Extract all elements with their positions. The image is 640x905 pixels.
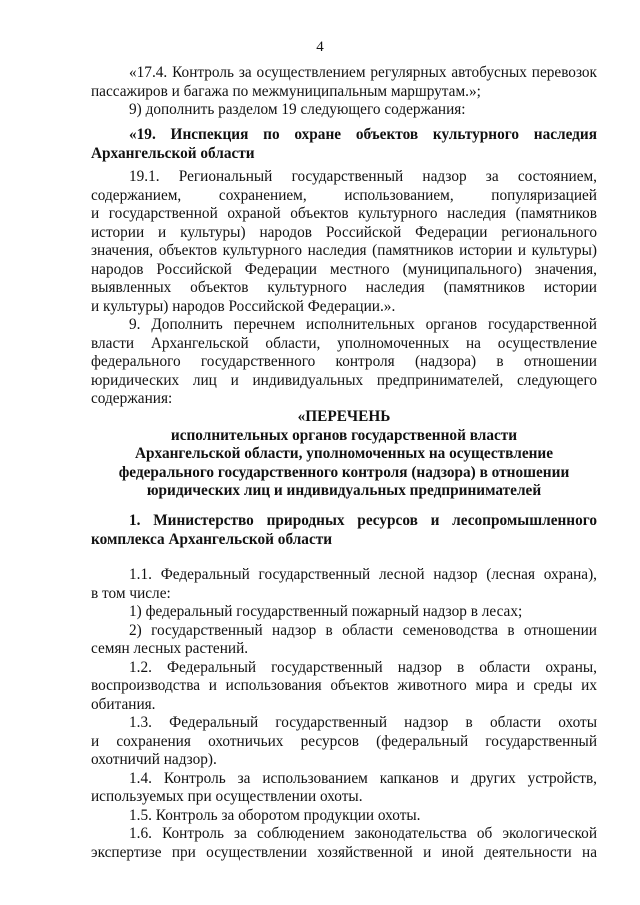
text-line: «17.4. Контроль за осуществлением регулярных автобусных перевозок <box>129 64 597 81</box>
text-line: пассажиров и багажа по межмуниципальным маршрутам.»; <box>91 82 481 100</box>
text-line: 19.1. Региональный государственный надзор за состоянием, <box>129 168 597 185</box>
text-line: охотничий надзор). <box>91 751 217 768</box>
paragraph-item-9 <box>91 101 597 120</box>
text-line: семян лесных растений. <box>91 640 249 657</box>
page-number: 4 <box>316 39 324 55</box>
paragraph-19-1 <box>91 168 597 409</box>
section-1-heading <box>91 512 597 549</box>
text-line: значения, объектов культурного наследия (памятников истории и культуры) <box>91 242 597 259</box>
heading-line: федерального государственного контроля (надзора) в отношении <box>118 463 570 481</box>
text-line: народов Российской Федерации местного (муниципального) значения, <box>91 260 597 278</box>
text-line: 1.6. Контроль за соблюдением законодательства об экологической <box>129 825 597 842</box>
text-line: федерального государственного контроля (надзора) в отношении <box>91 353 597 370</box>
heading-line: Архангельской области, уполномоченных на осуществление <box>134 445 554 462</box>
text-line: в том числе: <box>91 584 171 602</box>
text-line: и культуры) народов Российской Федерации.». <box>91 297 396 315</box>
text-line: 2) государственный надзор в области семеноводства в отношении <box>129 621 597 639</box>
text-line: воспроизводства и использования объектов животного мира и среды их <box>91 677 597 694</box>
section-19-heading <box>91 126 597 163</box>
text-line: юридических лиц и индивидуальных предпринимателей, следующего <box>91 371 597 389</box>
text-line: истории и культуры) народов Российской Федерации регионального <box>91 223 597 241</box>
text-line: 1.1. Федеральный государственный лесной надзор (лесная охрана), <box>129 566 597 583</box>
text-line: содержания: <box>91 390 173 407</box>
text-line: 1.3. Федеральный государственный надзор в области охоты <box>129 714 597 731</box>
text-line: 1. Министерство природных ресурсов и лесопромышленного <box>129 512 597 529</box>
text-line: власти Архангельской области, уполномоченных на осуществление <box>91 334 597 352</box>
text-line: содержанием, сохранением, использованием, популяризацией <box>91 186 597 204</box>
text-line: и сохранения охотничьих ресурсов (федеральный государственный <box>91 732 597 750</box>
list-heading <box>91 408 597 501</box>
text-line: экспертизе при осуществлении хозяйственной и иной деятельности на <box>91 843 597 861</box>
text-line: используемых при осуществлении охоты. <box>91 788 363 805</box>
text-line: обитания. <box>91 695 156 713</box>
text-line: выявленных объектов культурного наследия (памятников истории <box>91 279 597 296</box>
text-line: «19. Инспекция по охране объектов культурного наследия <box>129 126 597 143</box>
heading-line: «ПЕРЕЧЕНЬ <box>297 408 391 425</box>
text-line: 9) дополнить разделом 19 следующего содержания: <box>129 101 466 118</box>
text-line: 1.5. Контроль за оборотом продукции охоты. <box>129 806 421 824</box>
text-line: комплекса Архангельской области <box>91 530 333 548</box>
text-line: 9. Дополнить перечнем исполнительных органов государственной <box>129 316 597 333</box>
text-line: 1.2. Федеральный государственный надзор в области охраны, <box>129 658 597 676</box>
heading-line: исполнительных органов государственной власти <box>170 426 518 444</box>
section-1-items <box>91 566 597 862</box>
paragraph-17-4 <box>91 64 597 101</box>
text-line: и государственной охраной объектов культурного наследия (памятников <box>91 205 597 222</box>
text-line: 1) федеральный государственный пожарный надзор в лесах; <box>129 603 523 620</box>
text-line: 1.4. Контроль за использованием капканов и других устройств, <box>129 769 597 787</box>
heading-line: юридических лиц и индивидуальных предпринимателей <box>146 482 542 499</box>
text-line: Архангельской области <box>91 144 255 162</box>
